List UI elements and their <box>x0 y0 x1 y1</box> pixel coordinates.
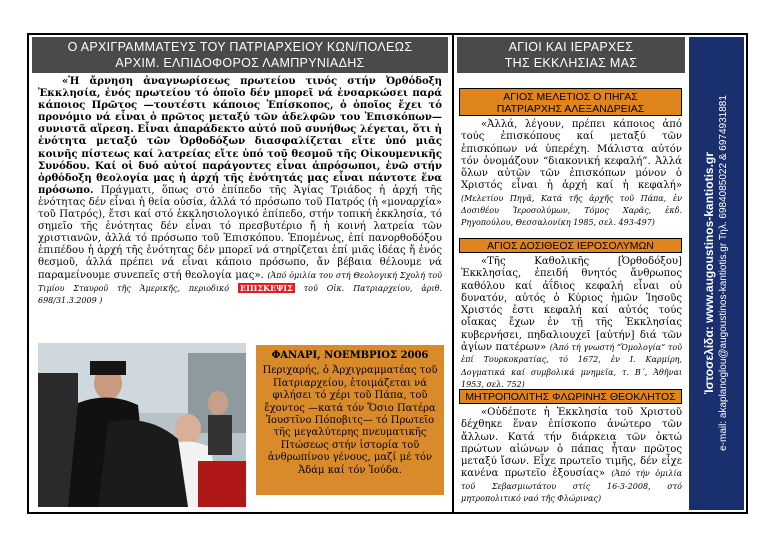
section-quote: «Τῆς Καθολικῆς [Ὀρθοδόξου] Ἐκκλησίας, ἐπειδή θνητός ἄνθρωπος καθόλου καί ἀΐδιος κεφαλή εἶναι οὐ δυνατόν, αὐτός ὁ Κύριος ἡμῶν Ἰησοῦς Χριστός ἐστι κεφαλή καί αὐτός τούς οἴακας ἔχων ἐν τῇ τῆς Ἐκκλησίας κυβερνήσει, πηδαλιουχεῖ [αὐτήν] διά τῶν ἁγίων πατέρων» <box>461 256 682 354</box>
left-header-line2: ΑΡΧΙΜ. ΕΛΠΙΔΟΦΟΡΟΣ ΛΑΜΠΡΥΝΙΑΔΗΣ <box>115 56 365 70</box>
section-title-meletios <box>459 88 682 116</box>
section-source: (Ἀπό τήν ὁμιλία τοῦ Σεβασμιωτάτου στίς 16-3-2008, στό μητροπολιτικό ναό τῆς Φλώρινας) <box>461 469 682 504</box>
photo-illustration <box>38 343 246 507</box>
main-article-paragraph <box>38 76 442 307</box>
main-article-source-post: τοῦ Οἰκ. Πατριαρχείου, ἀριθ. 698/31.3.2009 ) <box>38 283 442 305</box>
section-paragraph <box>461 256 682 391</box>
photo-caption <box>256 345 444 495</box>
main-article-normal: Πράγματι, ὅπως στό ἐπίπεδο τῆς Ἁγίας Τριάδος ἡ ἀρχή τῆς ἑνότητας δέν εἶναι ἡ θεία οὐσία, ἀλλά τό πρόσωπο τοῦ Πατρός (ἡ «μοναρχία» τοῦ Πατρός), ἔτσι καί στό ἐκκλησιολογικό ἐπίπεδο, στήν τοπική ἐκκλησία, τό σημεῖο τῆς ἑνότητας δέν εἶναι τό πρεσβυτέριο ἤ ἡ κοινή λατρεία τῶν χριστιανῶν, ἀλλά τό πρόσωπο τοῦ Ἐπισκόπου. Ἐπομένως, ἐπί πανορθοδόξου ἐπιπέδου ἡ ἀρχή τῆς ἑνότητας δέν μπορεῖ νά στηρίζεται ἐπί μιᾶς ἰδέας ἤ ἑνός θεσμοῦ, ἀλλά πρέπει νά εἶναι κάποιο πρόσωπο, ἄν βέβαια θέλουμε νά παραμείνουμε συνεπεῖς στή θεολογία μας». <box>38 184 442 281</box>
contact-sidebar-text <box>701 43 731 503</box>
section-text-meletios <box>461 119 682 230</box>
main-article-bold: «Ἡ ἄρνηση ἀναγνωρίσεως πρωτείου τινός στήν Ὀρθόδοξη Ἐκκλησία, ἑνός πρωτείου τό ὁποῖο δέν μπορεῖ νά ἐνσαρκώσει παρά κάποιος Πρῶτος —τουτέστι κάποιος Ἐπίσκοπος, ὁ ὁποῖος ἔχει τό προνόμιο νά εἶναι ὁ πρῶτος μεταξύ τῶν ἀδελφῶν του Ἐπισκόπων— συνιστᾶ αἵρεση. Εἶναι ἀπαράδεκτο αὐτό ποῦ συνήθως λέγεται, ὅτι ἡ ἑνότητα μεταξύ τῶν Ὀρθοδόξων διασφαλίζεται εἴτε ὑπό μιᾶς κοινῆς πίστεως καί λατρείας εἴτε ὑπό τοῦ θεσμοῦ τῆς Οἰκουμενικῆς Συνόδου. Καί οἱ δυό αὐτοί παράγοντες εἶναι ἀπρόσωποι, ἐνῶ στήν ὀρθόδοξη θεολογία μας ἡ ἀρχή τῆς ἑνότητάς μας εἶναι πάντοτε ἕνα πρόσωπο. <box>38 76 442 196</box>
section-title-line1: ΜΗΤΡΟΠΟΛΙΤΗΣ ΦΛΩΡΙΝΗΣ ΘΕΟΚΛΗΤΟΣ <box>465 391 676 403</box>
section-paragraph <box>461 407 682 505</box>
caption-title: ΦΑΝΑΡΙ, ΝΟΕΜΒΡΙΟΣ 2006 <box>271 350 429 361</box>
section-text-dositheos <box>461 256 682 391</box>
section-title-dositheos <box>459 238 682 253</box>
section-source: (Ἀπό τή γνωστή “Ὁμολογία” τοῦ ἐπί Τουρκοκρατίας, τό 1672, ἐν Ι. Καρμίρη, Δογματικά καί συμβολικά μνημεῖα, τ. Β΄, Ἀθῆναι 1953, σελ. 752) <box>461 343 683 389</box>
section-source: (Μελετίου Πηγᾶ, Κατά τῆς ἀρχῆς τοῦ Πάπα, ἐν Δοσιθέου Ἱεροσολύμων, Τόμος Χαρᾶς, ἐκδ. Ρηγοπούλου, Θεσσαλονίκη 1985, σελ. 493-497) <box>461 193 682 228</box>
right-header-line2: ΤΗΣ ΕΚΚΛΗΣΙΑΣ ΜΑΣ <box>504 56 638 70</box>
left-header-line1: Ο ΑΡΧΙΓΡΑΜΜΑΤΕΥΣ ΤΟΥ ΠΑΤΡΙΑΡΧΕΙΟΥ ΚΩΝ/ΠΟΛΕΩΣ <box>67 40 413 54</box>
main-article-source-pre: (Ἀπό ὁμιλία του στή Θεολογική Σχολή τοῦ Τιμίου Σταυροῦ τῆς Ἀμερικῆς, περιοδικό <box>38 270 443 293</box>
left-header <box>32 37 448 73</box>
right-header <box>457 37 685 73</box>
caption-text: Περιχαρής, ὁ Ἀρχιγραμματέας τοῦ Πατριαρχείου, ἑτοιμάζεται νά φιλήσει τό χέρι τοῦ Πάπα, τοῦ ἔχοντος —κατά τόν Ὅσιο Πατέρα Ἰουστῖνο Πόποβιτς— τό Πρωτεῖο τῆς μεγαλύτερης πνευματικῆς Πτώσεως στήν ἱστορία τοῦ ἀνθρωπίνου γένους, μαζί μέ τόν Ἀδάμ καί τόν Ἰούδα. <box>262 365 438 476</box>
right-header-line1: ΑΓΙΟΙ ΚΑΙ ΙΕΡΑΡΧΕΣ <box>508 40 634 54</box>
section-quote: «Ἀλλά, λέγουν, πρέπει κάποιος ἀπό τούς ἐπισκόπους καί μεταξύ τῶν ἐπισκόπων νά ὑπερέχη. Μάλιστα αὐτόν τόν ὀνομάζουν “διακονική κεφαλή”. Ἀλλά ὅλων αὐτῶν τῶν ἐπισκόπων μόνον ὁ Χριστός εἶναι ἡ ἀρχή καί ἡ κεφαλή» <box>461 119 682 192</box>
column-divider <box>452 33 454 514</box>
email-phone-line[interactable]: e-mail: akaplanoglou@augoustinos-kantiotis.gr Τηλ. 6984085022 & 6974931881 <box>718 95 729 451</box>
episkepsis-highlight: ΕΠΙΣΚΕΨΙΣ <box>240 282 293 293</box>
section-title-theoklitos <box>459 389 682 404</box>
website-line[interactable]: Ἱστοσελίδα: www.augoustinos-kantiotis.gr <box>702 152 716 394</box>
main-article <box>38 76 442 307</box>
section-text-theoklitos <box>461 407 682 505</box>
section-title-line2: ΠΑΤΡΙΑΡΧΗΣ ΑΛΕΞΑΝΔΡΕΙΑΣ <box>496 103 645 115</box>
section-quote: «Οὐδέποτε ἡ Ἐκκλησία τοῦ Χριστοῦ δέχθηκε ἕναν ἐπίσκοπο ἀνώτερο τῶν ἄλλων. Κατά τήν διάρκεια τῶν ὀκτώ πρώτων αἰώνων ὁ πάπας ἦταν πρῶτος μεταξύ ἴσων. Εἶχε πρωτεῖο τιμῆς, δέν εἶχε κανένα πρωτεῖο ἐξουσίας» <box>461 407 682 480</box>
section-title-line1: ΑΓΙΟΣ ΜΕΛΕΤΙΟΣ Ο ΠΗΓΑΣ <box>503 91 638 103</box>
section-paragraph <box>461 119 682 230</box>
section-title-line1: ΑΓΙΟΣ ΔΟΣΙΘΕΟΣ ΙΕΡΟΣΟΛΥΜΩΝ <box>487 240 654 252</box>
photo-pope-visit <box>38 343 246 507</box>
